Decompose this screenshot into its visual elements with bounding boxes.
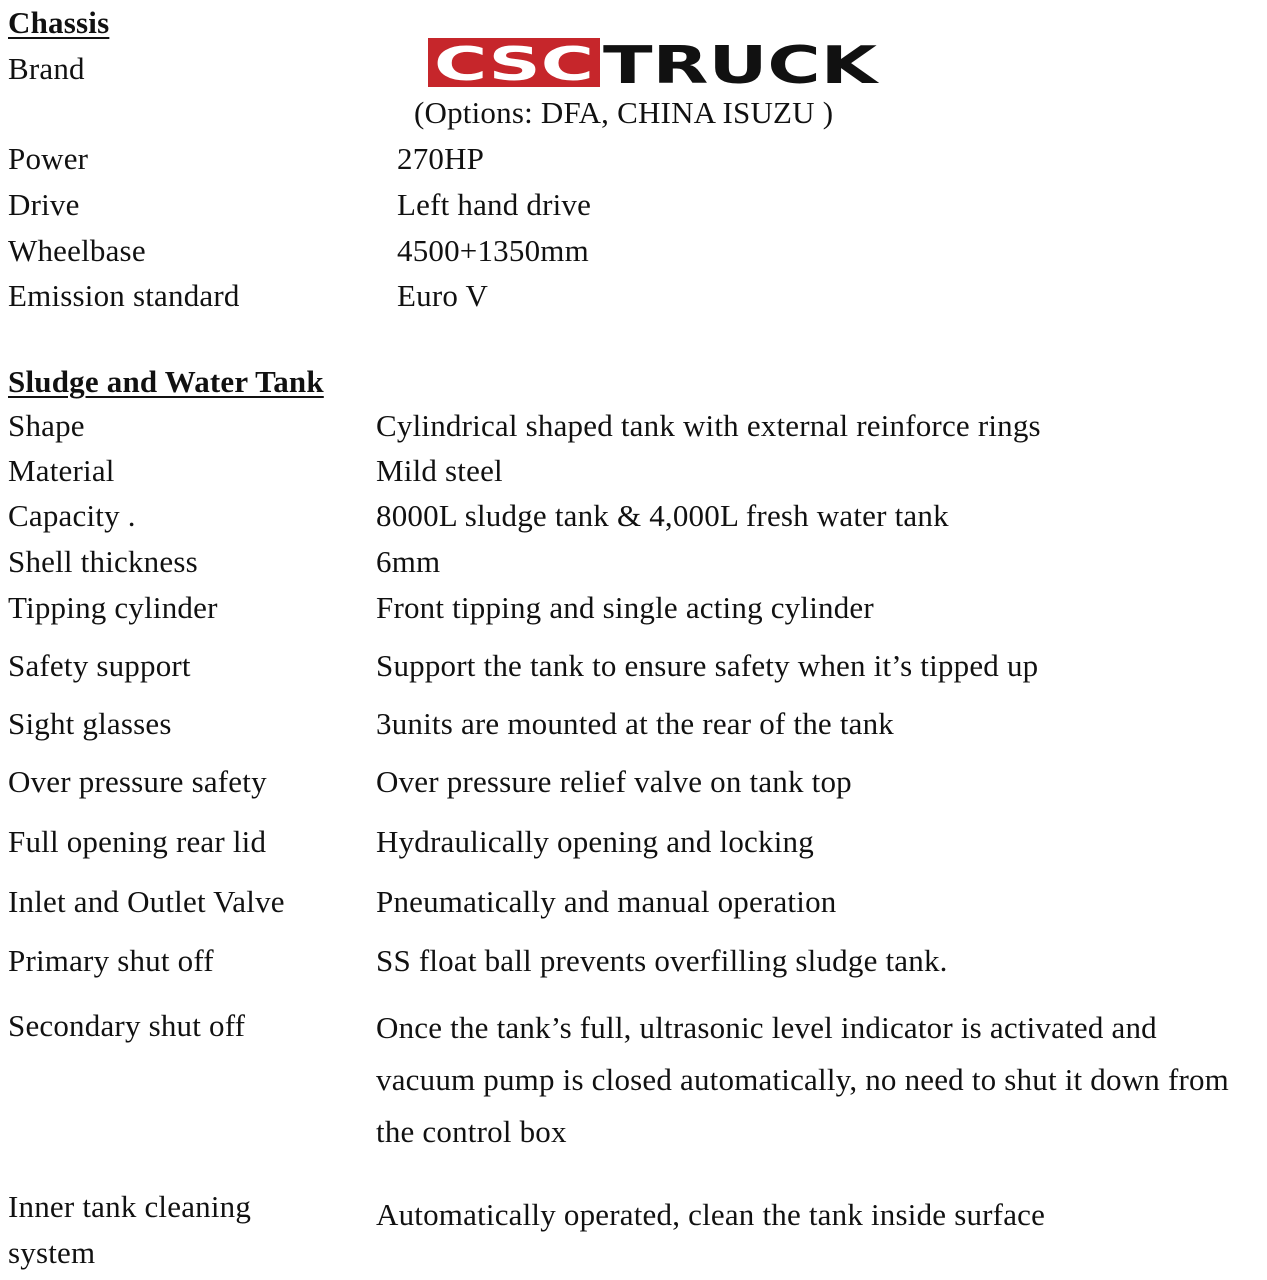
brand-label: Brand (8, 51, 85, 86)
spec-value-drive: Left hand drive (397, 187, 592, 222)
spec-label-rear-lid: Full opening rear lid (8, 824, 267, 859)
spec-value-inlet-outlet-valve: Pneumatically and manual operation (376, 884, 837, 919)
spec-value-sight-glasses: 3units are mounted at the rear of the tank (376, 706, 894, 741)
spec-label-secondary-shut-off: Secondary shut off (8, 1008, 246, 1043)
spec-label-emission: Emission standard (8, 278, 240, 313)
brand-options: (Options: DFA, CHINA ISUZU ) (414, 95, 834, 130)
spec-label-tipping-cylinder: Tipping cylinder (8, 590, 218, 625)
spec-label-material: Material (8, 453, 115, 488)
spec-value-shape: Cylindrical shaped tank with external reinforce rings (376, 408, 1041, 443)
spec-label-inner-tank-cleaning: Inner tank cleaning system (8, 1189, 252, 1270)
spec-value-shell-thickness: 6mm (376, 544, 441, 579)
spec-value-emission: Euro V (397, 278, 489, 313)
spec-value-tipping-cylinder: Front tipping and single acting cylinder (376, 590, 874, 625)
spec-value-power: 270HP (397, 141, 485, 176)
spec-label-over-pressure: Over pressure safety (8, 764, 267, 799)
spec-label-power: Power (8, 141, 89, 176)
logo-part-truck: TRUCK (603, 38, 880, 87)
spec-value-wheelbase: 4500+1350mm (397, 233, 589, 268)
spec-value-over-pressure: Over pressure relief valve on tank top (376, 764, 852, 799)
spec-label-shell-thickness: Shell thickness (8, 544, 198, 579)
spec-value-rear-lid: Hydraulically opening and locking (376, 824, 814, 859)
spec-value-capacity: 8000L sludge tank & 4,000L fresh water tank (376, 498, 949, 533)
spec-value-safety-support: Support the tank to ensure safety when it’s tipped up (376, 648, 1039, 683)
chassis-heading: Chassis (8, 5, 110, 40)
spec-label-primary-shut-off: Primary shut off (8, 943, 214, 978)
spec-label-safety-support: Safety support (8, 648, 191, 683)
spec-value-material: Mild steel (376, 453, 503, 488)
tank-heading: Sludge and Water Tank (8, 364, 324, 399)
spec-value-secondary-shut-off: Once the tank’s full, ultrasonic level indicator is activated and vacuum pump is closed automatically, no need to shut it down from the control box (376, 1010, 1229, 1149)
spec-value-inner-tank-cleaning: Automatically operated, clean the tank inside surface (376, 1197, 1046, 1232)
spec-label-capacity: Capacity . (8, 498, 136, 533)
spec-label-sight-glasses: Sight glasses (8, 706, 172, 741)
spec-label-drive: Drive (8, 187, 80, 222)
spec-label-inlet-outlet-valve: Inlet and Outlet Valve (8, 884, 285, 919)
spec-value-primary-shut-off: SS float ball prevents overfilling sludge tank. (376, 943, 948, 978)
csc-truck-logo (428, 38, 880, 87)
spec-label-wheelbase: Wheelbase (8, 233, 146, 268)
logo-part-csc: CSC (434, 38, 594, 87)
spec-label-shape: Shape (8, 408, 85, 443)
